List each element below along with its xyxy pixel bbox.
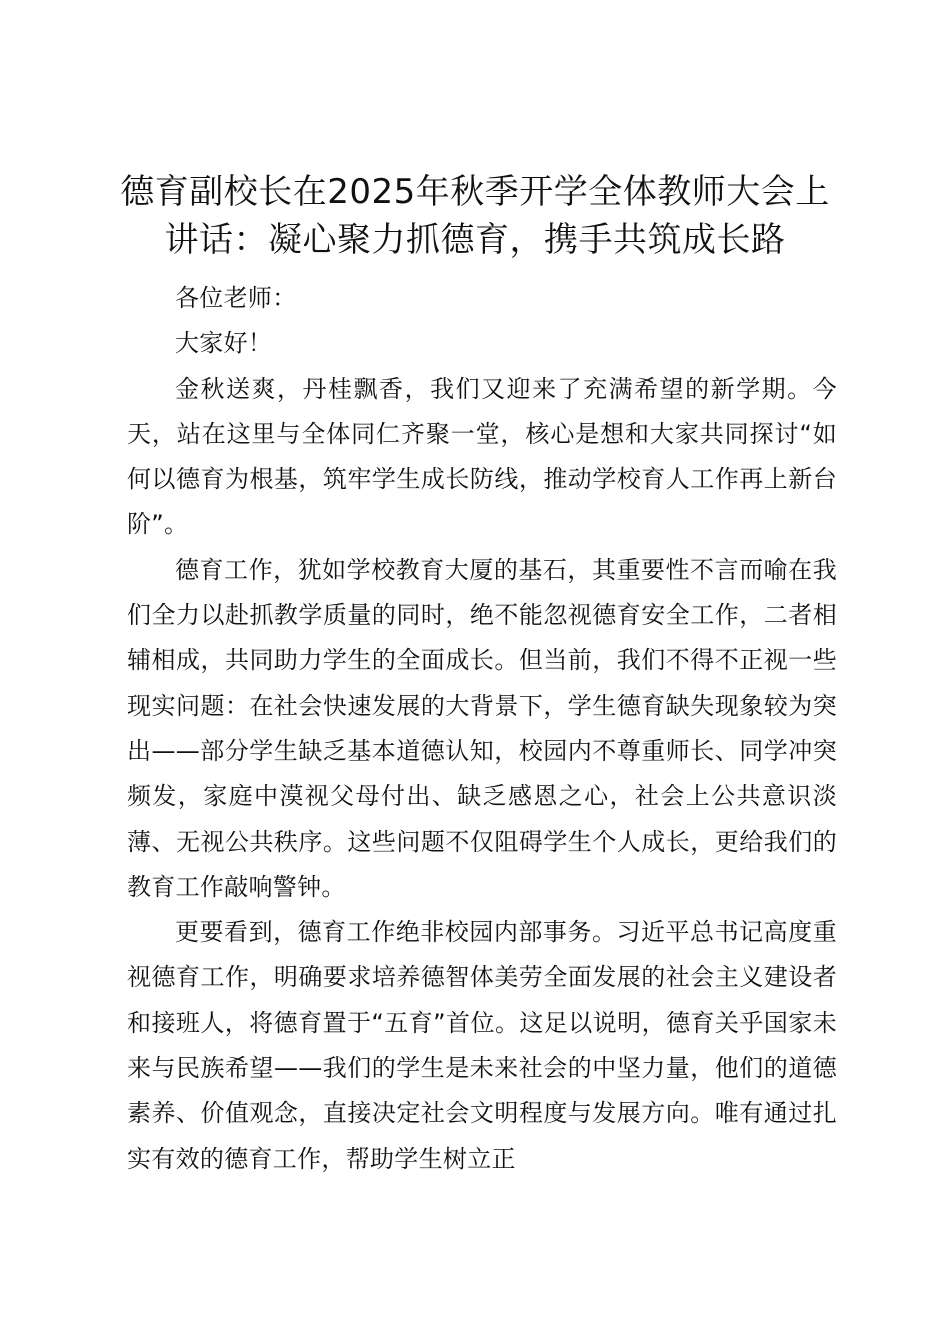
document-body	[127, 276, 837, 1182]
salutation-paragraph: 各位老师：	[175, 284, 297, 312]
body-paragraph: 更要看到，德育工作绝非校园内部事务。习近平总书记高度重视德育工作，明确要求培养德智体美劳全面发展的社会主义建设者和接班人，将德育置于“五育”首位。这足以说明，德育关乎国家未来与民族希望——我们的学生是未来社会的中坚力量，他们的道德素养、价值观念，直接决定社会文明程度与发展方向。唯有通过扎实有效的德育工作，帮助学生树立正	[127, 918, 837, 1173]
document-title: 德育副校长在2025年秋季开学全体教师大会上讲话：凝心聚力抓德育，携手共筑成长路	[120, 172, 830, 260]
body-paragraph: 金秋送爽，丹桂飘香，我们又迎来了充满希望的新学期。今天，站在这里与全体同仁齐聚一堂，核心是想和大家共同探讨“如何以德育为根基，筑牢学生成长防线，推动学校育人工作再上新台阶”。	[127, 374, 837, 539]
body-paragraph: 德育工作，犹如学校教育大厦的基石，其重要性不言而喻在我们全力以赴抓教学质量的同时，绝不能忽视德育安全工作，二者相辅相成，共同助力学生的全面成长。但当前，我们不得不正视一些现实问题：在社会快速发展的大背景下，学生德育缺失现象较为突出——部分学生缺乏基本道德认知，校园内不尊重师长、同学冲突频发，家庭中漠视父母付出、缺乏感恩之心，社会上公共意识淡薄、无视公共秩序。这些问题不仅阻碍学生个人成长，更给我们的教育工作敲响警钟。	[127, 555, 837, 901]
greeting-paragraph: 大家好！	[175, 329, 273, 358]
